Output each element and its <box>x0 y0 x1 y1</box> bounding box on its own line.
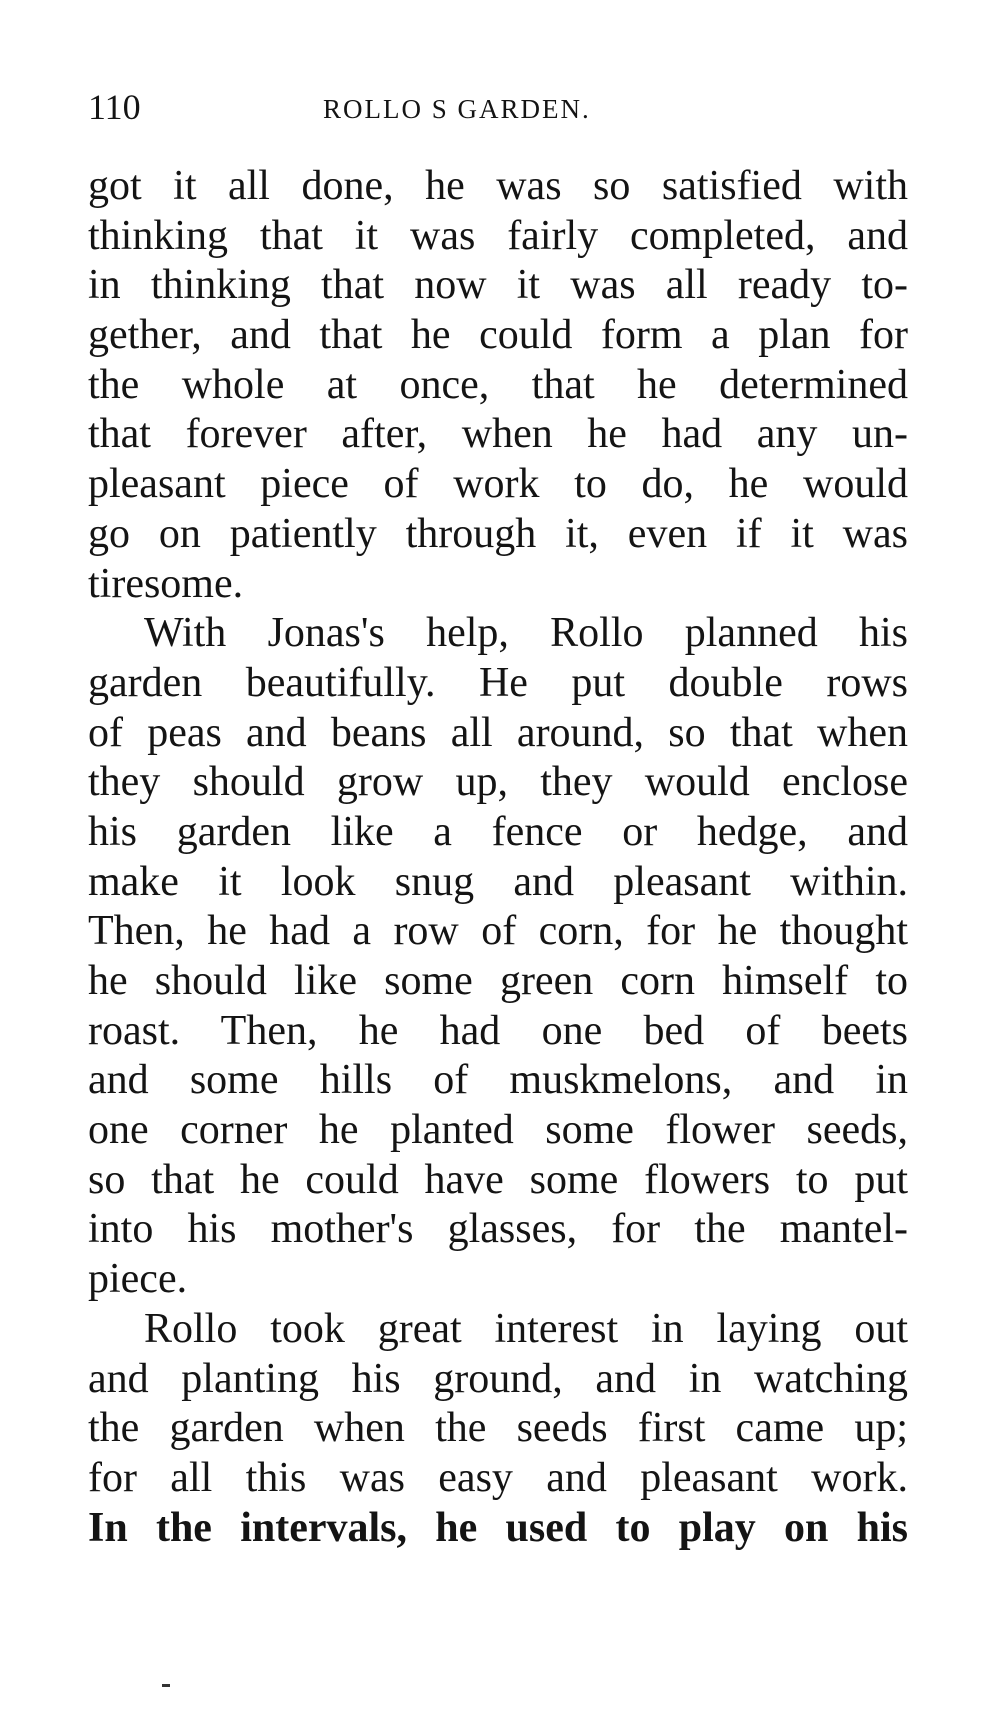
text-line: got it all done, he was so satisfied with <box>88 163 908 209</box>
text-line: his garden like a fence or hedge, and <box>88 808 908 855</box>
text-line: garden beautifully. He put double rows <box>88 659 908 706</box>
text-line: one corner he planted some flower seeds, <box>88 1107 908 1154</box>
running-head <box>88 82 908 132</box>
text-line: in thinking that now it was all ready to- <box>88 262 908 309</box>
text-line: go on patiently through it, even if it was <box>88 510 908 557</box>
text-line: tiresome. <box>88 560 244 607</box>
text-line: and some hills of muskmelons, and in <box>88 1057 908 1104</box>
text-line: for all this was easy and pleasant work. <box>88 1454 908 1501</box>
text-line: With Jonas's help, Rollo planned his <box>144 610 908 657</box>
printer-mark <box>162 1684 170 1687</box>
text-line: and planting his ground, and in watching <box>88 1355 908 1402</box>
text-line: gether, and that he could form a plan for <box>88 312 908 359</box>
body-text <box>88 162 908 1553</box>
text-line: thinking that it was fairly completed, and <box>88 212 908 259</box>
text-line: piece. <box>88 1256 188 1303</box>
text-line: pleasant piece of work to do, he would <box>88 461 908 508</box>
text-line: make it look snug and pleasant within. <box>88 858 908 905</box>
text-line: In the intervals, he used to play on his <box>88 1504 908 1551</box>
text-line: that forever after, when he had any un- <box>88 411 908 458</box>
text-line: Rollo took great interest in laying out <box>144 1305 908 1352</box>
text-line: Then, he had a row of corn, for he thought <box>88 908 908 955</box>
text-line: into his mother's glasses, for the mantel- <box>88 1206 908 1253</box>
running-title: ROLLO S GARDEN. <box>323 94 591 124</box>
text-line: of peas and beans all around, so that when <box>88 709 908 756</box>
text-line: he should like some green corn himself to <box>88 958 908 1004</box>
text-line: the whole at once, that he determined <box>88 361 908 408</box>
text-line: roast. Then, he had one bed of beets <box>88 1007 908 1054</box>
text-line: so that he could have some flowers to put <box>88 1156 908 1203</box>
text-line: they should grow up, they would enclose <box>88 759 908 806</box>
text-line: the garden when the seeds first came up; <box>88 1405 908 1452</box>
page-number: 110 <box>88 87 141 127</box>
